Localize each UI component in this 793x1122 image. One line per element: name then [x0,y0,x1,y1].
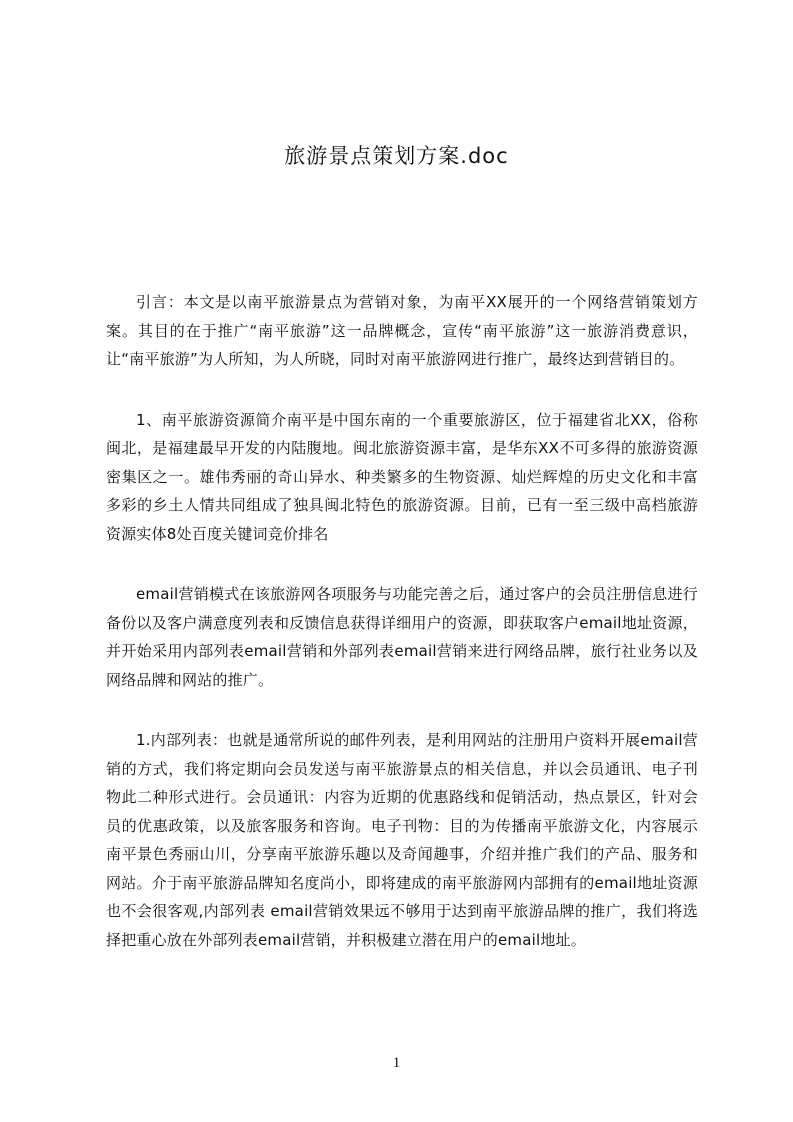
email-marketing-paragraph: email营销模式在该旅游网各项服务与功能完善之后，通过客户的会员注册信息进行备份以及客户满意度列表和反馈信息获得详细用户的资源，即获取客户email地址资源，并开始采用内部列表email营销和外部列表email营销来进行网络品牌，旅行社业务以及网络品牌和网站的推广。 [106,585,698,689]
page-number: 1 [392,1055,401,1071]
document-body [106,288,698,986]
document-title: 旅游景点策划方案.doc [284,144,509,168]
intro-paragraph: 引言：本文是以南平旅游景点为营销对象，为南平XX展开的一个网络营销策划方案。其目的在于推广“南平旅游”这一品牌概念，宣传“南平旅游”这一旅游消费意识，让“南平旅游”为人所知，为人所晓，同时对南平旅游网进行推广，最终达到营销目的。 [106,293,698,368]
resources-paragraph: 1、南平旅游资源简介南平是中国东南的一个重要旅游区，位于福建省北XX，俗称闽北，是福建最早开发的内陆腹地。闽北旅游资源丰富，是华东XX不可多得的旅游资源密集区之一。雄伟秀丽的奇山异水、种类繁多的生物资源、灿烂辉煌的历史文化和丰富多彩的乡土人情共同组成了独具闽北特色的旅游资源。目前，已有一至三级中高档旅游资源实体8处百度关键词竞价排名 [106,410,698,543]
internal-list-paragraph: 1.内部列表：也就是通常所说的邮件列表，是利用网站的注册用户资料开展email营销的方式，我们将定期向会员发送与南平旅游景点的相关信息，并以会员通讯、电子刊物此二种形式进行。会员通讯：内容为近期的优惠路线和促销活动，热点景区，针对会员的优惠政策，以及旅客服务和咨询。电子刊物：目的为传播南平旅游文化，内容展示南平景色秀丽山川，分享南平旅游乐趣以及奇闻趣事，介绍并推广我们的产品、服务和网站。介于南平旅游品牌知名度尚小，即将建成的南平旅游网内部拥有的email地址资源也不会很客观,内部列表 email营销效果远不够用于达到南平旅游品牌的推广，我们将选择把重心放在外部列表email营销，并积极建立潜在用户的email地址。 [106,731,698,949]
